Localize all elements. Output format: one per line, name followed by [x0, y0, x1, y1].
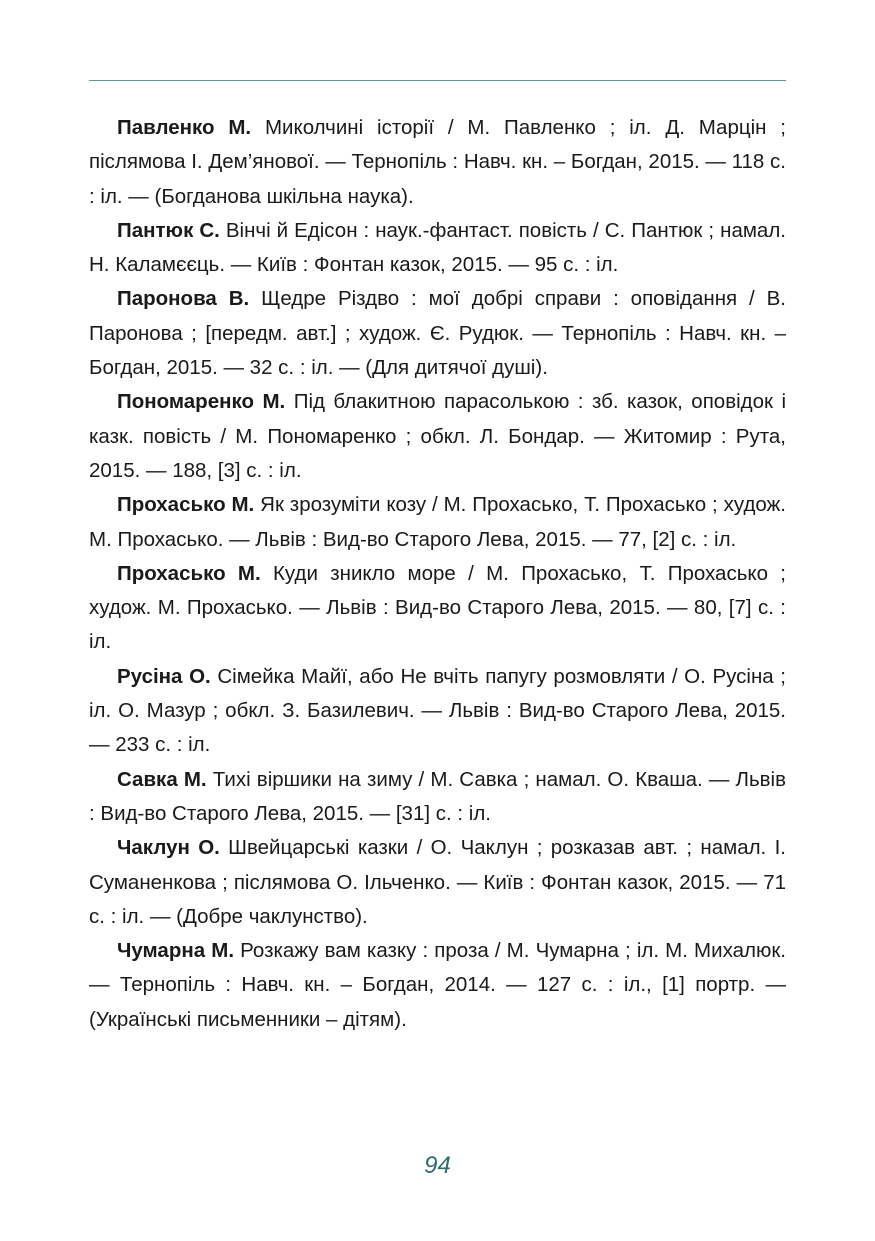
- entry-text: Як зрозуміти козу / М. Прохасько, Т. Прохасько ; худож. М. Прохасько. — Львів : Вид-во Старого Лева, 2015. — 77, [2] с. : іл.: [89, 493, 786, 551]
- bibliography-entry: [89, 831, 786, 934]
- entry-text: Швейцарські казки / О. Чаклун ; розказав авт. ; намал. І. Суманенкова ; післямова О. Ільченко. — Київ : Фонтан казок, 2015. — 71 с. : іл. — (Добре чаклунство).: [89, 836, 786, 928]
- entry-text: Сімейка Майї, або Не вчіть папугу розмовляти / О. Русіна ; іл. О. Мазур ; обкл. З. Базилевич. — Львів : Вид-во Старого Лева, 2015. — 233 с. : іл.: [89, 664, 786, 757]
- entry-author: Савка М.: [117, 767, 207, 791]
- bibliography-entry: [89, 488, 786, 557]
- bibliography-entry: [89, 660, 786, 763]
- bibliography-entry: [89, 214, 786, 283]
- entry-text: Щедре Різдво : мої добрі справи : оповідання / В. Паронова ; [передм. авт.] ; худож. Є. Рудюк. — Тернопіль : Навч. кн. – Богдан, 2015. — 32 с. : іл. — (Для дитячої душі).: [89, 287, 786, 380]
- entry-author: Пономаренко М.: [117, 390, 286, 414]
- entry-text: Куди зникло море / М. Прохасько, Т. Прохасько ; худож. М. Прохасько. — Львів : Вид-во Старого Лева, 2015. — 80, [7] с. : іл.: [89, 561, 786, 654]
- entry-text: Миколчині історії / М. Павленко ; іл. Д. Марцін ; післямова І. Дем’янової. — Тернопіль : Навч. кн. – Богдан, 2015. — 118 с. : іл. — (Богданова шкільна наука).: [89, 116, 787, 208]
- bibliography-entry: [89, 763, 786, 832]
- bibliography-entry: [89, 934, 786, 1037]
- entry-text: Вінчі й Едісон : наук.-фантаст. повість / С. Пантюк ; намал. Н. Каламєєць. — Київ : Фонтан казок, 2015. — 95 с. : іл.: [89, 218, 786, 277]
- page-number: 94: [424, 1152, 451, 1179]
- entry-author: Паронова В.: [117, 287, 250, 311]
- entry-author: Русіна О.: [117, 664, 211, 688]
- bibliography-list: [89, 111, 786, 1037]
- entry-author: Прохасько М.: [117, 561, 261, 585]
- entry-text: Під блакитною парасолькою : зб. казок, оповідок і казк. повість / М. Пономаренко ; обкл. Л. Бондар. — Житомир : Рута, 2015. — 188, [3] с. : іл.: [89, 390, 786, 482]
- entry-text: Тихі віршики на зиму / М. Савка ; намал. О. Кваша. — Львів : Вид-во Старого Лева, 2015. — [31] с. : іл.: [89, 767, 786, 825]
- header-rule: [89, 80, 786, 81]
- bibliography-entry: [89, 111, 786, 214]
- entry-text: Розкажу вам казку : проза / М. Чумарна ; іл. М. Михалюк. — Тернопіль : Навч. кн. – Богдан, 2014. — 127 с. : іл., [1] портр. — (Українські письменники – дітям).: [89, 939, 786, 1031]
- entry-author: Чаклун О.: [117, 836, 220, 860]
- bibliography-entry: [89, 282, 786, 385]
- bibliography-entry: [89, 385, 786, 488]
- entry-author: Прохасько М.: [117, 493, 255, 517]
- bibliography-entry: [89, 557, 786, 660]
- entry-author: Чумарна М.: [117, 939, 235, 963]
- entry-author: Пантюк С.: [117, 218, 220, 242]
- entry-author: Павленко М.: [117, 116, 252, 139]
